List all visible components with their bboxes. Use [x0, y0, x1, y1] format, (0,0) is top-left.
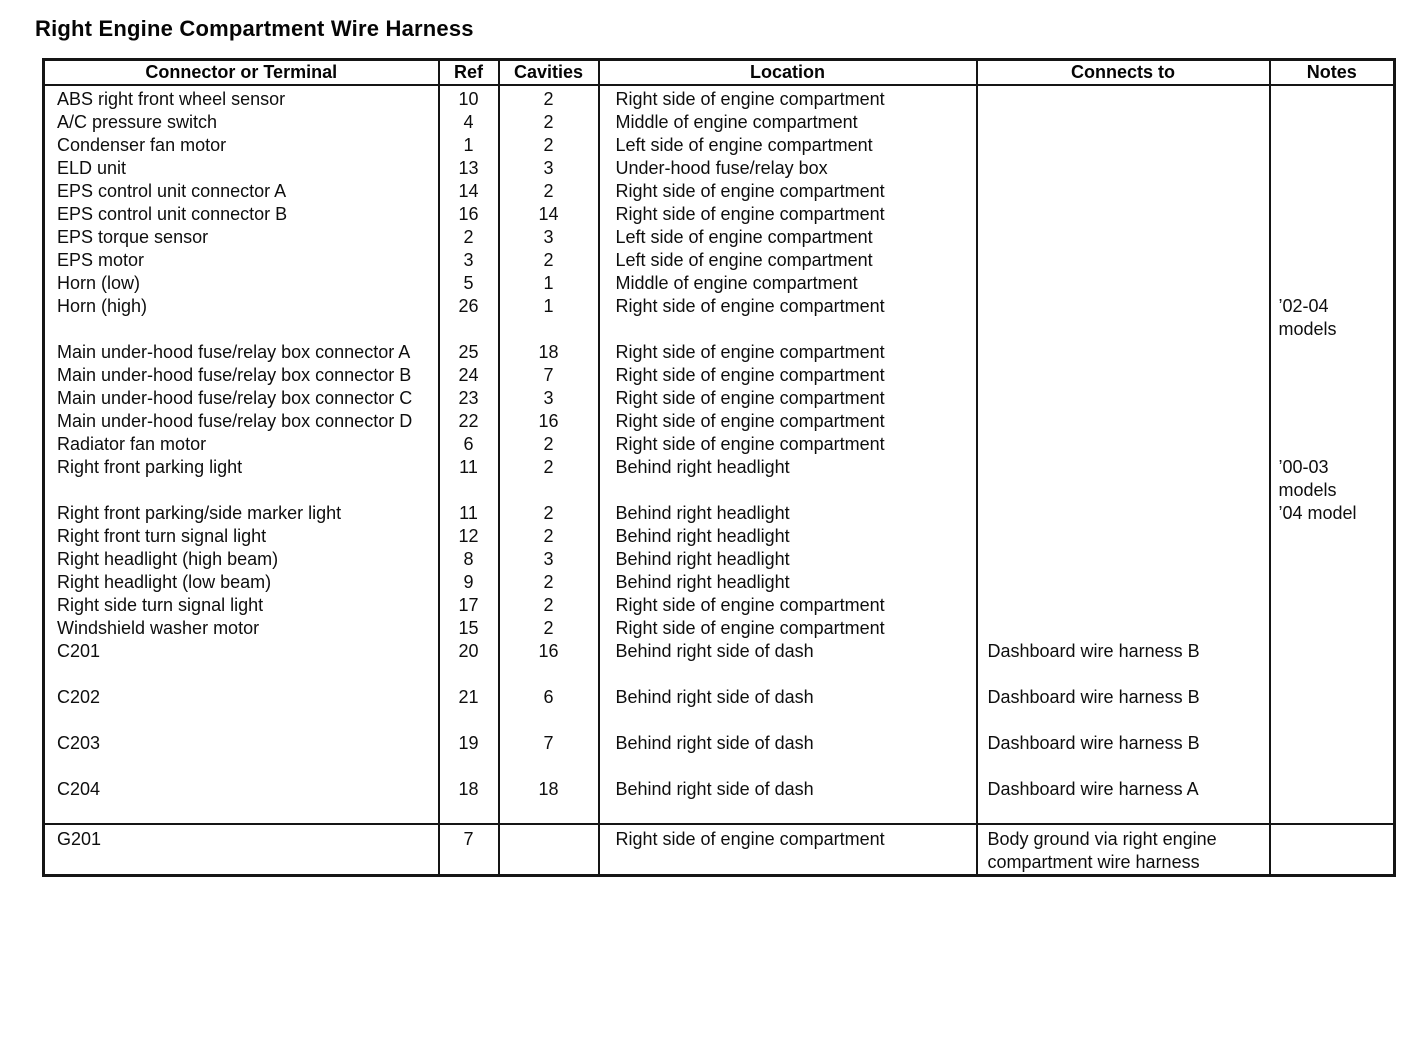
- table-row: [44, 617, 1395, 640]
- table-cell: [1270, 203, 1395, 226]
- table-cell: Right side of engine compartment: [599, 203, 977, 226]
- table-cell: [977, 157, 1270, 180]
- table-cell: [439, 663, 499, 686]
- table-cell: Behind right side of dash: [599, 686, 977, 709]
- table-cell: [1270, 272, 1395, 295]
- table-cell: ’02-04 models: [1270, 295, 1395, 341]
- table-cell: 2: [499, 456, 599, 502]
- table-cell: 3: [499, 387, 599, 410]
- table-cell: 2: [499, 502, 599, 525]
- table-row: [44, 433, 1395, 456]
- table-cell: Behind right side of dash: [599, 778, 977, 801]
- table-cell: 2: [499, 249, 599, 272]
- table-cell: Right side of engine compartment: [599, 410, 977, 433]
- table-cell: Dashboard wire harness B: [977, 686, 1270, 709]
- table-cell: 18: [499, 778, 599, 801]
- table-cell: 20: [439, 640, 499, 663]
- table-cell: [439, 755, 499, 778]
- table-cell: G201: [44, 824, 439, 876]
- table-cell: Right front turn signal light: [44, 525, 439, 548]
- table-cell: 2: [499, 180, 599, 203]
- table-cell: 6: [439, 433, 499, 456]
- table-cell: [977, 364, 1270, 387]
- table-cell: 15: [439, 617, 499, 640]
- table-cell: 12: [439, 525, 499, 548]
- header-row: [44, 60, 1395, 86]
- table-cell: 26: [439, 295, 499, 341]
- table-row: [44, 456, 1395, 502]
- table-cell: [977, 755, 1270, 778]
- col-header-notes: Notes: [1270, 60, 1395, 86]
- table-cell: 24: [439, 364, 499, 387]
- table-cell: [1270, 111, 1395, 134]
- wire-harness-table: [42, 58, 1396, 877]
- table-row: [44, 824, 1395, 876]
- table-row: [44, 111, 1395, 134]
- table-cell: [977, 801, 1270, 824]
- table-row: [44, 272, 1395, 295]
- table-row: [44, 732, 1395, 755]
- table-cell: 16: [439, 203, 499, 226]
- table-row: [44, 778, 1395, 801]
- table-row: [44, 640, 1395, 663]
- table-cell: [1270, 433, 1395, 456]
- table-cell: [1270, 732, 1395, 755]
- table-cell: Right side of engine compartment: [599, 341, 977, 364]
- col-header-location: Location: [599, 60, 977, 86]
- table-cell: 8: [439, 548, 499, 571]
- table-cell: [977, 387, 1270, 410]
- table-cell: Horn (low): [44, 272, 439, 295]
- table-cell: Radiator fan motor: [44, 433, 439, 456]
- col-header-ref: Ref: [439, 60, 499, 86]
- table-cell: Main under-hood fuse/relay box connector C: [44, 387, 439, 410]
- table-cell: C201: [44, 640, 439, 663]
- table-cell: Right side of engine compartment: [599, 85, 977, 111]
- table-cell: [599, 755, 977, 778]
- table-cell: EPS motor: [44, 249, 439, 272]
- table-cell: 17: [439, 594, 499, 617]
- table-cell: [44, 755, 439, 778]
- table-cell: 16: [499, 640, 599, 663]
- table-cell: [977, 525, 1270, 548]
- table-cell: 5: [439, 272, 499, 295]
- table-cell: [499, 663, 599, 686]
- table-cell: Right side of engine compartment: [599, 387, 977, 410]
- table-row: [44, 502, 1395, 525]
- table-cell: [977, 249, 1270, 272]
- table-cell: 10: [439, 85, 499, 111]
- table-cell: 19: [439, 732, 499, 755]
- col-header-cavities: Cavities: [499, 60, 599, 86]
- col-header-connector-or-terminal: Connector or Terminal: [44, 60, 439, 86]
- table-cell: 6: [499, 686, 599, 709]
- table-row: [44, 686, 1395, 709]
- table-cell: 7: [499, 364, 599, 387]
- table-cell: ELD unit: [44, 157, 439, 180]
- col-header-connects-to: Connects to: [977, 60, 1270, 86]
- table-cell: C203: [44, 732, 439, 755]
- table-body: [44, 85, 1395, 876]
- table-cell: 18: [499, 341, 599, 364]
- table-cell: 2: [499, 594, 599, 617]
- table-cell: Right side of engine compartment: [599, 617, 977, 640]
- table-cell: 22: [439, 410, 499, 433]
- table-cell: [1270, 525, 1395, 548]
- table-cell: Right side of engine compartment: [599, 295, 977, 341]
- table-cell: 2: [499, 571, 599, 594]
- table-cell: Left side of engine compartment: [599, 134, 977, 157]
- table-cell: [1270, 824, 1395, 876]
- table-cell: [1270, 134, 1395, 157]
- table-cell: [1270, 364, 1395, 387]
- table-cell: 2: [499, 111, 599, 134]
- table-cell: Dashboard wire harness B: [977, 732, 1270, 755]
- table-cell: 14: [499, 203, 599, 226]
- table-row: [44, 364, 1395, 387]
- table-row: [44, 571, 1395, 594]
- table-cell: [1270, 387, 1395, 410]
- table-cell: [977, 502, 1270, 525]
- table-cell: Middle of engine compartment: [599, 272, 977, 295]
- table-cell: [977, 111, 1270, 134]
- table-row: [44, 249, 1395, 272]
- table-cell: Main under-hood fuse/relay box connector A: [44, 341, 439, 364]
- table-cell: Right side of engine compartment: [599, 433, 977, 456]
- table-cell: 11: [439, 502, 499, 525]
- table-cell: ’04 model: [1270, 502, 1395, 525]
- spacer-row: [44, 755, 1395, 778]
- table-cell: Right front parking/side marker light: [44, 502, 439, 525]
- spacer-row: [44, 709, 1395, 732]
- table-row: [44, 341, 1395, 364]
- table-cell: [599, 663, 977, 686]
- table-row: [44, 387, 1395, 410]
- table-cell: 7: [499, 732, 599, 755]
- table-cell: 25: [439, 341, 499, 364]
- table-cell: Right headlight (high beam): [44, 548, 439, 571]
- table-cell: [1270, 157, 1395, 180]
- table-cell: [977, 226, 1270, 249]
- table-cell: 14: [439, 180, 499, 203]
- spacer-row: [44, 663, 1395, 686]
- table-cell: 13: [439, 157, 499, 180]
- table-cell: [1270, 617, 1395, 640]
- table-cell: [977, 709, 1270, 732]
- table-cell: Right side of engine compartment: [599, 180, 977, 203]
- table-cell: 11: [439, 456, 499, 502]
- table-cell: 9: [439, 571, 499, 594]
- table-cell: Behind right headlight: [599, 502, 977, 525]
- table-cell: Windshield washer motor: [44, 617, 439, 640]
- table-cell: [1270, 341, 1395, 364]
- table-cell: [1270, 85, 1395, 111]
- table-row: [44, 548, 1395, 571]
- table-cell: [1270, 226, 1395, 249]
- table-cell: Behind right side of dash: [599, 640, 977, 663]
- table-cell: 2: [499, 85, 599, 111]
- table-cell: Behind right headlight: [599, 525, 977, 548]
- table-cell: [1270, 709, 1395, 732]
- table-cell: Left side of engine compartment: [599, 226, 977, 249]
- table-cell: Right side of engine compartment: [599, 594, 977, 617]
- table-cell: [1270, 594, 1395, 617]
- table-cell: 16: [499, 410, 599, 433]
- table-cell: A/C pressure switch: [44, 111, 439, 134]
- table-cell: C204: [44, 778, 439, 801]
- table-row: [44, 85, 1395, 111]
- table-cell: [1270, 801, 1395, 824]
- table-cell: [977, 85, 1270, 111]
- table-row: [44, 180, 1395, 203]
- table-cell: [977, 617, 1270, 640]
- table-cell: [44, 663, 439, 686]
- table-cell: 2: [499, 134, 599, 157]
- table-cell: [977, 571, 1270, 594]
- table-row: [44, 410, 1395, 433]
- table-cell: 3: [499, 548, 599, 571]
- table-cell: Under-hood fuse/relay box: [599, 157, 977, 180]
- table-cell: 4: [439, 111, 499, 134]
- table-row: [44, 525, 1395, 548]
- table-cell: [977, 548, 1270, 571]
- table-cell: [1270, 249, 1395, 272]
- table-cell: [1270, 663, 1395, 686]
- page-title: Right Engine Compartment Wire Harness: [35, 16, 474, 41]
- table-row: [44, 203, 1395, 226]
- table-cell: [977, 594, 1270, 617]
- table-cell: Condenser fan motor: [44, 134, 439, 157]
- table-cell: Behind right headlight: [599, 571, 977, 594]
- table-cell: [499, 755, 599, 778]
- table-cell: 1: [499, 295, 599, 341]
- table-cell: [1270, 548, 1395, 571]
- table-cell: [1270, 640, 1395, 663]
- table-row: [44, 594, 1395, 617]
- table-cell: [1270, 180, 1395, 203]
- table-header: [44, 60, 1395, 86]
- table-cell: Main under-hood fuse/relay box connector B: [44, 364, 439, 387]
- table-cell: Horn (high): [44, 295, 439, 341]
- table-cell: ABS right front wheel sensor: [44, 85, 439, 111]
- table-cell: 2: [439, 226, 499, 249]
- table-cell: [977, 203, 1270, 226]
- table-row: [44, 295, 1395, 341]
- table-cell: EPS control unit connector A: [44, 180, 439, 203]
- table-cell: 3: [499, 157, 599, 180]
- table-cell: Middle of engine compartment: [599, 111, 977, 134]
- table-cell: Behind right headlight: [599, 548, 977, 571]
- table-cell: [1270, 778, 1395, 801]
- table-cell: [44, 709, 439, 732]
- table-cell: [1270, 410, 1395, 433]
- table-cell: Right side of engine compartment: [599, 824, 977, 876]
- table-cell: [499, 801, 599, 824]
- table-cell: [1270, 571, 1395, 594]
- table-cell: [977, 433, 1270, 456]
- table-cell: [977, 295, 1270, 341]
- spacer-row: [44, 801, 1395, 824]
- table-cell: Body ground via right engine compartment wire harness: [977, 824, 1270, 876]
- table-cell: 1: [439, 134, 499, 157]
- table-cell: [439, 801, 499, 824]
- table-cell: [977, 134, 1270, 157]
- table-cell: [977, 663, 1270, 686]
- table-cell: ’00-03 models: [1270, 456, 1395, 502]
- table-cell: 18: [439, 778, 499, 801]
- table-cell: Dashboard wire harness B: [977, 640, 1270, 663]
- table-cell: Main under-hood fuse/relay box connector D: [44, 410, 439, 433]
- table-cell: 3: [499, 226, 599, 249]
- table-cell: Right headlight (low beam): [44, 571, 439, 594]
- table-cell: Behind right headlight: [599, 456, 977, 502]
- table-row: [44, 134, 1395, 157]
- table-cell: 7: [439, 824, 499, 876]
- table-row: [44, 226, 1395, 249]
- table-cell: 3: [439, 249, 499, 272]
- table-cell: 21: [439, 686, 499, 709]
- table-cell: 2: [499, 525, 599, 548]
- table-cell: [599, 801, 977, 824]
- table-cell: [977, 180, 1270, 203]
- table-cell: [977, 272, 1270, 295]
- table-cell: 2: [499, 433, 599, 456]
- table-cell: [499, 824, 599, 876]
- table-cell: [439, 709, 499, 732]
- table-cell: [1270, 686, 1395, 709]
- table-cell: 23: [439, 387, 499, 410]
- table-cell: Right front parking light: [44, 456, 439, 502]
- table-cell: 1: [499, 272, 599, 295]
- table-cell: [499, 709, 599, 732]
- table-cell: EPS torque sensor: [44, 226, 439, 249]
- table-cell: [977, 341, 1270, 364]
- table-cell: [1270, 755, 1395, 778]
- table-cell: EPS control unit connector B: [44, 203, 439, 226]
- table-cell: [977, 410, 1270, 433]
- table-cell: Left side of engine compartment: [599, 249, 977, 272]
- table-cell: Behind right side of dash: [599, 732, 977, 755]
- table-cell: C202: [44, 686, 439, 709]
- table-cell: [599, 709, 977, 732]
- table-cell: [44, 801, 439, 824]
- table-row: [44, 157, 1395, 180]
- table-cell: 2: [499, 617, 599, 640]
- table-cell: Right side of engine compartment: [599, 364, 977, 387]
- table-cell: [977, 456, 1270, 502]
- table-cell: Dashboard wire harness A: [977, 778, 1270, 801]
- table-cell: Right side turn signal light: [44, 594, 439, 617]
